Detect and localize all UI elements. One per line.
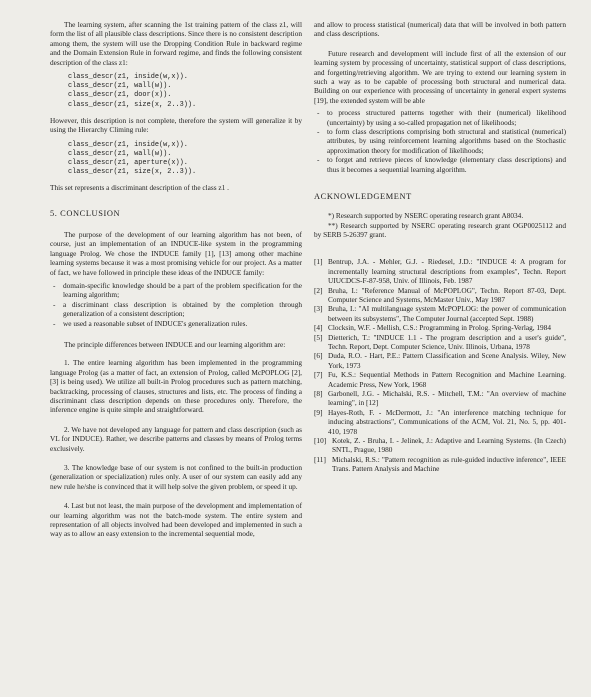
- reference-item: [7] Fu, K.S.: Sequential Methods in Pattern Recognition and Machine Learning. Academic Press, New York, 1968: [314, 370, 566, 389]
- reference-item: [6] Duda, R.O. - Hart, P.E.: Pattern Classification and Scene Analysis. Wiley, New York, 1973: [314, 351, 566, 370]
- reference-item: [2] Bruha, I.: "Reference Manual of McPOPLOG", Techn. Report 87-03, Dept. Computer Science and Systems, McMaster Univ., May 1987: [314, 285, 566, 304]
- reference-item: [9] Hayes-Roth, F. - McDermott, J.: "An interference matching technique for inducing abstractions", Communications of the ACM, Vol. 21, No. 5, pp. 401-410, 1978: [314, 407, 566, 436]
- code-line: class_descr(z1, size(x, 2..3)).: [68, 168, 197, 177]
- paragraph-difference-4: 4. Last but not least, the main purpose of the development and implementation of our learning algorithm was not the batch-mode system. The entire system and representation of all objects involved had been developed and implemented in such a way as to allow an easy extension to the incremental sequential mode,: [50, 501, 302, 539]
- code-line: class_descr(z1, aperture(x)).: [68, 159, 188, 168]
- reference-list: [314, 257, 566, 473]
- code-line: class_descr(z1, wall(w)).: [68, 82, 172, 91]
- paragraph-scanning: The learning system, after scanning the 1st training pattern of the class z1, will form the list of all plausible class descriptions. Since there is no consistent description among them, the system will use the Dropping Condition Rule in backward regime and the Domain Extension Rule in forward regime, and finds the following consistent description of the class z1:: [50, 20, 302, 67]
- paragraph-continued: and allow to process statistical (numerical) data that will be involved in both pattern and class descriptions.: [314, 20, 566, 39]
- code-block-consistent-description: [50, 73, 302, 110]
- list-item: - we used a reasonable subset of INDUCE's generalization rules.: [53, 318, 248, 328]
- list-item: - to forget and retrieve pieces of knowledge (elementary class descriptions) and thus it becomes a sequential learning algorithm.: [317, 155, 566, 174]
- code-line: class_descr(z1, door(x)).: [68, 91, 172, 100]
- paragraph-purpose: The purpose of the development of our learning algorithm has not been, of course, just an implementation of an INDUCE-like system in the programming language Prolog. We chose the INDUCE family [1], [13] among other machine learning systems because it was a most promising vehicle for our project. As a matter of fact, we have followed in principle these ideas of the INDUCE family:: [50, 229, 302, 277]
- code-block-generalized-description: [50, 141, 302, 178]
- section-heading-acknowledgement: ACKNOWLEDGEMENT: [314, 192, 412, 202]
- paragraph-difference-2: 2. We have not developed any language for pattern and class description (such as VL for INDUCE). Rather, we describe patterns and classes by means of Prolog terms exclusively.: [50, 424, 302, 453]
- paragraph-discriminant-set: This set represents a discriminant description of the class z1 .: [50, 183, 229, 193]
- extended-system-list: [314, 108, 566, 174]
- reference-item: [11] Michalski, R.S.: "Pattern recognition as rule-guided inductive inference", IEEE Trans. Pattern Analysis and Machine: [314, 454, 566, 474]
- list-item: - domain-specific knowledge should be a part of the problem specification for the learning algorithm;: [53, 280, 302, 300]
- code-line: class_descr(z1, size(x, 2..3)).: [68, 100, 197, 109]
- list-item: - a discriminant class description is obtained by the completion through generalization of a consistent description;: [53, 299, 302, 319]
- acknowledgement-note-1: *) Research supported by NSERC operating research grant A8034.: [328, 211, 524, 221]
- acknowledgement-note-2: **) Research supported by NSERC operating research grant OGP0025112 and by SERB 5-26397 grant.: [314, 220, 566, 239]
- section-heading-conclusion: 5. CONCLUSION: [50, 208, 121, 218]
- right-column: [314, 20, 566, 474]
- reference-item: [5] Dietterich, T.: "INDUCE 1.1 - The program description and a user's guide", Techn. Report, Dept. Computer Science, Univ. Illinois, Urbana, 1978: [314, 332, 566, 351]
- reference-item: [8] Garbonell, J.G. - Michalski, R.S. - Mitchell, T.M.: "An overview of machine learning", in [12]: [314, 389, 566, 408]
- paragraph-however: However, this description is not complete, therefore the system will generalize it by using the Hierarchy Climing rule:: [50, 115, 302, 135]
- list-item: - to process structured patterns together with their (numerical) likelihood (uncertainty) by using a so-called propagation net of likelihoods;: [317, 108, 566, 127]
- reference-item: [3] Bruha, I.: "AI multilanguage system McPOPLOG: the power of communication between its subsystems", The Computer Journal (accepted Sept. 1988): [314, 304, 566, 323]
- left-column: [50, 20, 302, 539]
- reference-item: [1] Bentrup, J.A. - Mehler, G.J. - Riedesel, J.D.: "INDUCE 4: A program for incrementally learning structural descriptions from examples", Techn. Report UIUCDCS-F-87-958, Univ. of Illinois, Feb. 1987: [314, 257, 566, 286]
- paragraph-difference-3: 3. The knowledge base of our system is not confined to the built-in production (generalization or specialization) rules only. A user of our system can easily add any new rule he/she is convinced that it will help solve the given problem, or speed it up.: [50, 463, 302, 491]
- list-item: - to form class descriptions comprising both structural and statistical (numerical) attributes, by using reinforcement learning algorithms based on the Stochastic approximation theory for modification of likelihoods;: [317, 127, 566, 155]
- paragraph-differences: The principle differences between INDUCE and our learning algorithm are:: [64, 339, 286, 349]
- reference-item: [10] Kotek, Z. - Bruha, I. - Jelinek, J.: Adaptive and Learning Systems. (In Czech) SNTL, Prague, 1980: [314, 436, 566, 455]
- code-line: class_descr(z1, wall(w)).: [68, 149, 172, 158]
- code-line: class_descr(z1, inside(w,x)).: [68, 140, 188, 149]
- paragraph-future-research: Future research and development will include first of all the extension of our learning system by processing of uncertainty, statistical support of class descriptions, and forgetting/retrieving algorithm. We are trying to extend our learning system in such a way as to be capable of processing both structural and numerical data. Building on our experience with processing of uncertainty in general expert systems [19], the extended system will be able: [314, 48, 566, 105]
- reference-item: [4] Clocksin, W.F. - Mellish, C.S.: Programming in Prolog. Spring-Verlag, 1984: [314, 323, 551, 333]
- induce-ideas-list: [50, 281, 302, 328]
- paragraph-difference-1: 1. The entire learning algorithm has been implemented in the programming language Prolog (as a matter of fact, an extension of Prolog, called McPOPLOG [2], [3] is being used). We utilize all built-in Prolog procedures such as pattern matching, backtracking, processing of clauses, structures and lists, etc. The process of finding a discriminant class description depends on these procedures only. Therefore, the inference engine is quite simple and straightforward.: [50, 358, 302, 415]
- code-line: class_descr(z1, inside(w,x)).: [68, 73, 188, 82]
